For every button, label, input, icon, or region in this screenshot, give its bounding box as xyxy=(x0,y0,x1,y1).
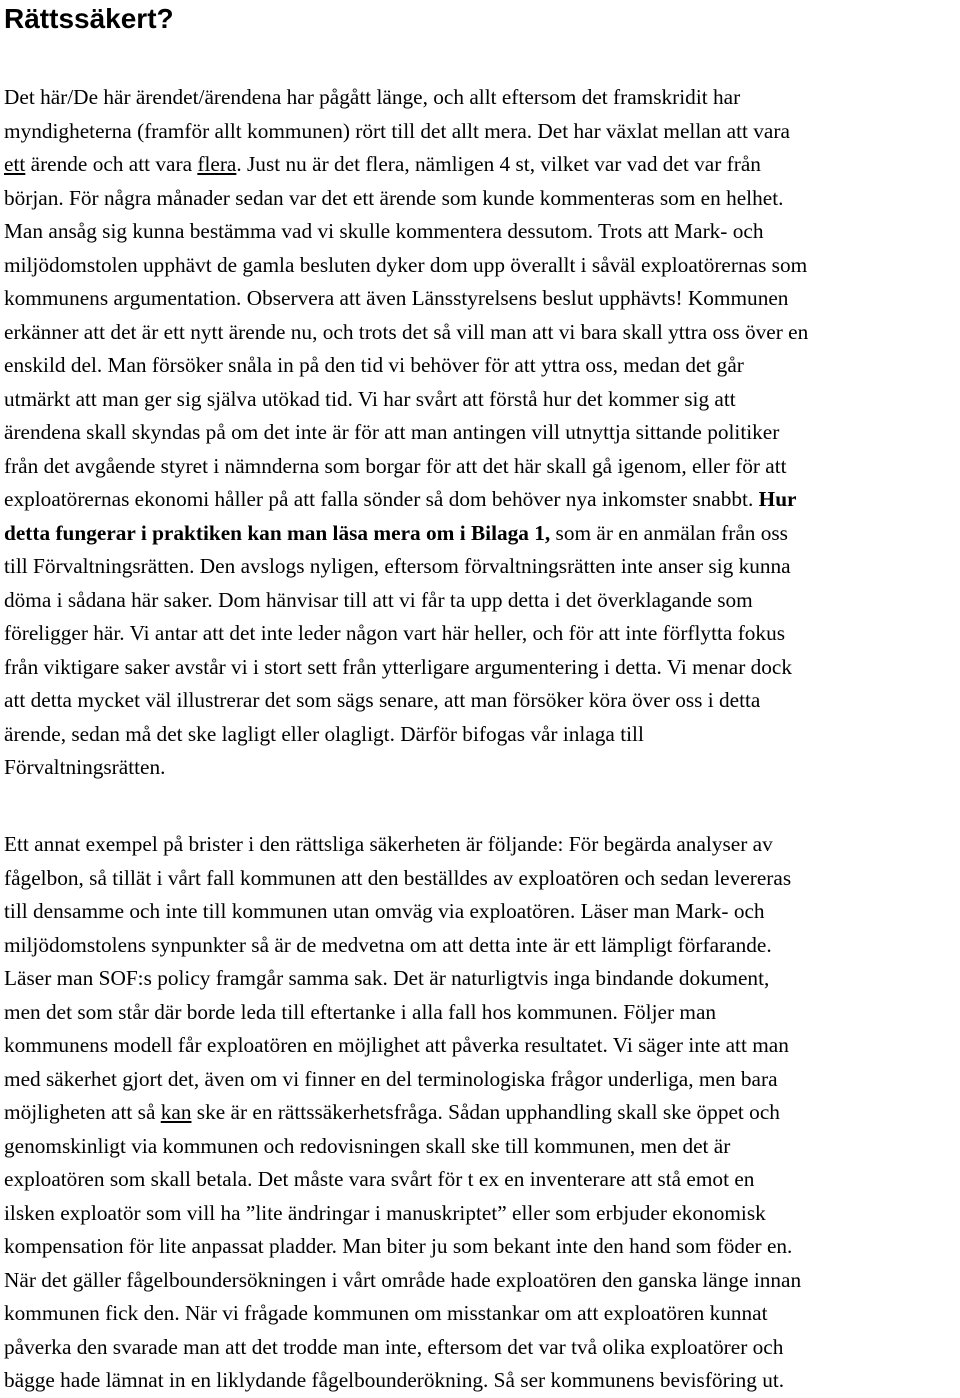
text-line: ärendena skall skyndas på om det inte är för att man antingen vill utnyttja sittande politiker xyxy=(4,420,780,444)
bold-text: Hur xyxy=(758,487,797,511)
text-line: erkänner att det är ett nytt ärende nu, och trots det så vill man att vi bara skall yttra oss över en xyxy=(4,319,809,344)
paragraph-1 xyxy=(4,81,960,785)
text-line: Man ansåg sig kunna bestämma vad vi skulle kommentera dessutom. Trots att Mark- och xyxy=(4,219,764,243)
text-line: Läser man SOF:s policy framgår samma sak. Det är naturligtvis inga bindande dokument, xyxy=(4,966,770,990)
text-line: föreligger här. Vi antar att det inte leder någon vart här heller, och för att inte förflytta fokus xyxy=(4,621,786,645)
text-line: exploatören som skall betala. Det måste vara svårt för t ex en inventerare att stå emot en xyxy=(4,1167,755,1191)
text-line: kommunens modell får exploatören en möjlighet att påverka resultatet. Vi säger inte att man xyxy=(4,1033,789,1057)
text-line: att detta mycket väl illustrerar det som sägs senare, att man försöker köra över oss i detta xyxy=(4,688,761,712)
text-line: Förvaltningsrätten. xyxy=(4,755,166,779)
text-line: miljödomstolen upphävt de gamla besluten dyker dom upp överallt i såväl exploatörernas som xyxy=(4,252,808,277)
text-line: kompensation för lite anpassat pladder. Man biter ju som bekant inte den hand som föder en. xyxy=(4,1234,793,1258)
text-line: fågelbon, så tillät i vårt fall kommunen att den beställdes av exploatören och sedan levereras xyxy=(4,865,792,890)
text-line: döma i sådana här saker. Dom hänvisar till att vi får ta upp detta i det överklagande som xyxy=(4,587,753,612)
underlined-word-flera: flera xyxy=(197,152,237,176)
text-line: ilsken exploatör som vill ha ”lite ändringar i manuskriptet” eller som erbjuder ekonomisk xyxy=(4,1200,766,1225)
text-line: ärende, sedan må det ske lagligt eller olagligt. Därför bifogas vår inlaga till xyxy=(4,721,644,746)
text-line: Ett annat exempel på brister i den rättsliga säkerheten är följande: För begärda analyser av xyxy=(4,832,773,856)
text-line xyxy=(4,517,960,551)
text-line: men det som står där borde leda till eftertanke i alla fall hos kommunen. Följer man xyxy=(4,999,717,1024)
text-line: enskild del. Man försöker snåla in på den tid vi behöver för att yttra oss, medan det går xyxy=(4,353,744,377)
text-segment: möjligheten att så xyxy=(4,1100,161,1124)
text-line: kommunen fick den. När vi frågade kommunen om misstankar om att exploatören kunnat xyxy=(4,1301,768,1325)
text-line: till Förvaltningsrätten. Den avslogs nyligen, eftersom förvaltningsrätten inte anser sig kunna xyxy=(4,554,791,578)
bold-text: detta fungerar i praktiken kan man läsa mera om i Bilaga 1, xyxy=(4,520,551,545)
text-line: början. För några månader sedan var det ett ärende som kunde kommenteras som en helhet. xyxy=(4,185,784,210)
text-segment: . Just nu är det flera, nämligen 4 st, vilket var vad det var från xyxy=(236,152,761,176)
text-segment: ärende och att vara xyxy=(25,152,198,176)
text-line: med säkerhet gjort det, även om vi finner en del terminologiska frågor underliga, men bara xyxy=(4,1066,778,1091)
page-title: Rättssäkert? xyxy=(4,3,174,34)
text-segment: exploatörernas ekonomi håller på att falla sönder så dom behöver nya inkomster snabbt. xyxy=(4,487,759,511)
text-line: Det här/De här ärendet/ärendena har pågått länge, och allt eftersom det framskridit har xyxy=(4,85,741,109)
text-line: När det gäller fågelboundersökningen i vårt område hade exploatören den ganska länge innan xyxy=(4,1267,802,1292)
text-segment: som är en anmälan från oss xyxy=(550,520,788,545)
text-line: kommunens argumentation. Observera att även Länsstyrelsens beslut upphävts! Kommunen xyxy=(4,286,789,310)
text-line: myndigheterna (framför allt kommunen) rört till det allt mera. Det har växlat mellan att vara xyxy=(4,118,790,143)
text-line xyxy=(4,483,960,517)
text-line: bägge hade lämnat in en liklydande fågelbounderökning. Så ser kommunens bevisföring ut. xyxy=(4,1368,785,1392)
text-segment: ske är en rättssäkerhetsfråga. Sådan upphandling skall ske öppet och xyxy=(191,1100,780,1124)
text-line: till densamme och inte till kommunen utan omväg via exploatören. Läser man Mark- och xyxy=(4,899,765,923)
text-line: utmärkt att man ger sig själva utökad tid. Vi har svårt att förstå hur det kommer sig att xyxy=(4,386,736,411)
paragraph-2 xyxy=(4,828,960,1398)
text-line: miljödomstolens synpunkter så är de medvetna om att detta inte är ett lämpligt förfarande. xyxy=(4,932,772,957)
text-line xyxy=(4,1096,960,1130)
text-line: från det avgående styret i nämnderna som borgar för att det här skall gå igenom, eller för att xyxy=(4,453,787,478)
text-line: från viktigare saker avstår vi i stort sett från ytterligare argumentering i detta. Vi menar dock xyxy=(4,654,793,679)
text-line xyxy=(4,148,960,182)
text-line: genomskinligt via kommunen och redovisningen skall ske till kommunen, men det är xyxy=(4,1133,731,1158)
underlined-word-kan: kan xyxy=(160,1100,192,1124)
text-line: påverka den svarade man att det trodde man inte, eftersom det var två olika exploatörer och xyxy=(4,1334,784,1359)
underlined-word-ett: ett xyxy=(4,152,26,176)
